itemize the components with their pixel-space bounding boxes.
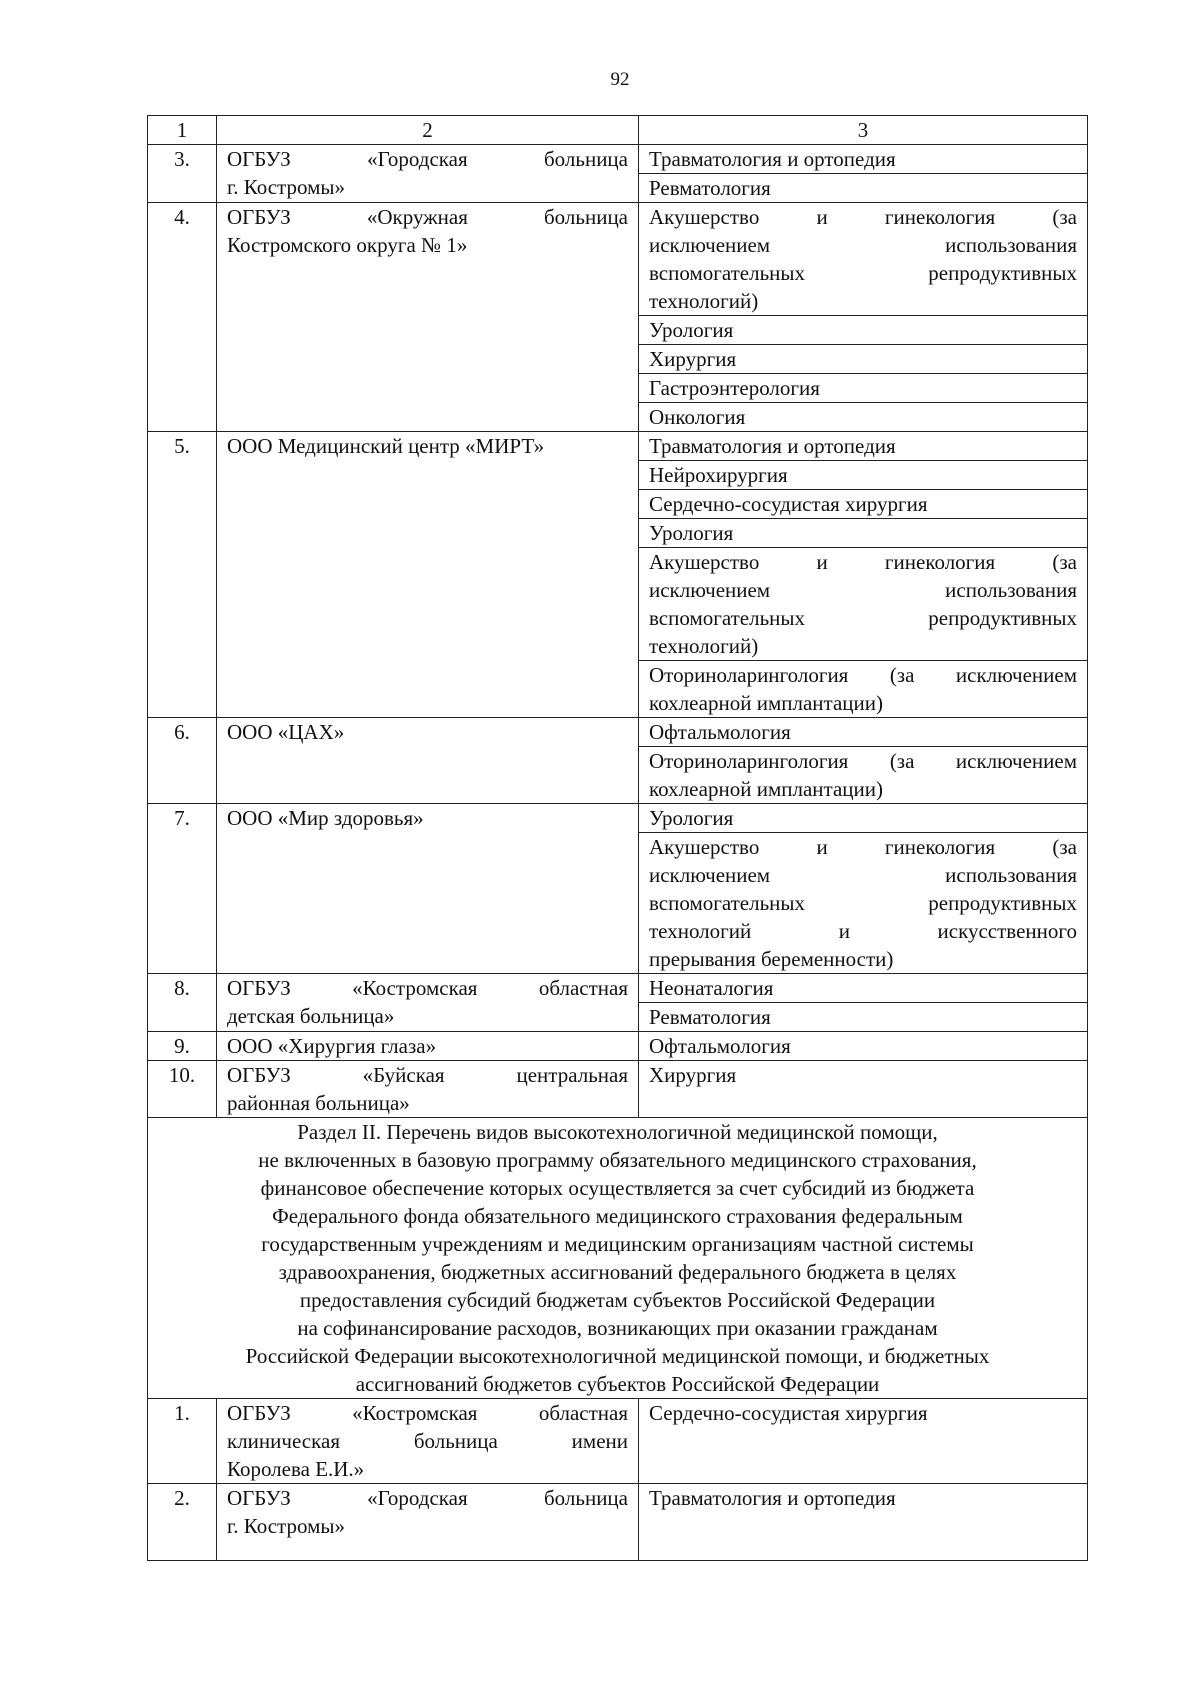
text-line: Офтальмология [649,1034,791,1058]
text-line: ОГБУЗ «Костромская областная [227,976,628,1000]
care-profile [639,316,1088,345]
text-line: Акушерство и гинекология (за [649,205,1077,229]
table-row [148,145,1088,174]
row-number: 10. [148,1061,217,1118]
title-line: Российской Федерации высокотехнологичной медицинской помощи, и бюджетных [245,1344,990,1368]
row-number: 5. [148,432,217,718]
table-row [148,1032,1088,1061]
text-line: ООО «Хирургия глаза» [227,1034,437,1058]
text-line: Травматология и ортопедия [649,434,896,458]
text-line: технологий и искусственного [649,919,1077,943]
care-profile [639,203,1088,316]
title-line: не включенных в базовую программу обязательного медицинского страхования, [258,1148,977,1172]
text-line: Урология [649,806,734,830]
care-profile [639,174,1088,203]
text-line: Нейрохирургия [649,463,788,487]
table-row [148,1061,1088,1118]
text-line: Сердечно-сосудистая хирургия [649,492,928,516]
title-line: Раздел II. Перечень видов высокотехнологичной медицинской помощи, [297,1120,938,1144]
text-line: Травматология и ортопедия [649,1486,896,1510]
text-line: Акушерство и гинекология (за [649,835,1077,859]
row-number: 9. [148,1032,217,1061]
column-header-3: 3 [639,116,1088,145]
section-heading-row [148,1118,1088,1399]
title-line: на софинансирование расходов, возникающих при оказании гражданам [297,1316,938,1340]
care-profile [639,490,1088,519]
text-line: Оториноларингология (за исключением [649,749,1077,773]
care-profile [639,747,1088,804]
care-profile [639,461,1088,490]
text-line: г. Костромы» [227,1514,345,1538]
text-line: Урология [649,521,734,545]
text-line: г. Костромы» [227,175,345,199]
text-line: вспомогательных репродуктивных [649,261,1077,285]
text-line: районная больница» [227,1091,410,1115]
organization-name [217,718,639,804]
title-line: финансовое обеспечение которых осуществляется за счет субсидий из бюджета [260,1176,975,1200]
table-row [148,432,1088,461]
text-line: кохлеарной имплантации) [649,777,883,801]
organization-name [217,432,639,718]
organization-name [217,1484,639,1561]
organization-name [217,804,639,974]
text-line: Гастроэнтерология [649,376,820,400]
text-line: Сердечно-сосудистая хирургия [649,1401,928,1425]
care-profile [639,1032,1088,1061]
care-profile [639,519,1088,548]
column-header-2: 2 [217,116,639,145]
title-line: Федерального фонда обязательного медицинского страхования федеральным [272,1204,963,1228]
text-line: ООО «ЦАХ» [227,720,345,744]
organization-name [217,1061,639,1118]
organization-name [217,974,639,1032]
text-line: ОГБУЗ «Окружная больница [227,205,628,229]
text-line: кохлеарной имплантации) [649,691,883,715]
row-number: 1. [148,1399,217,1484]
table-row [148,804,1088,833]
text-line: Королева Е.И.» [227,1457,365,1481]
title-line: ассигнований бюджетов субъектов Российской Федерации [355,1372,880,1396]
organization-name [217,1399,639,1484]
care-profile [639,1003,1088,1032]
care-profile [639,833,1088,974]
row-number: 6. [148,718,217,804]
organization-name [217,1032,639,1061]
page-number: 92 [610,69,630,90]
care-profile [639,804,1088,833]
title-line: предоставления субсидий бюджетам субъектов Российской Федерации [299,1288,936,1312]
organization-name [217,203,639,432]
row-number: 2. [148,1484,217,1561]
text-line: Неонаталогия [649,976,774,1000]
care-profile [639,374,1088,403]
text-line: Хирургия [649,1063,737,1087]
care-profile [639,974,1088,1003]
text-line: Оториноларингология (за исключением [649,663,1077,687]
text-line: Офтальмология [649,720,791,744]
text-line: Урология [649,318,734,342]
title-line: государственным учреждениям и медицинским организациям частной системы [261,1232,974,1256]
row-number: 7. [148,804,217,974]
column-header-row [148,116,1088,145]
care-profile [639,403,1088,432]
care-profile [639,145,1088,174]
table-row [148,1484,1088,1561]
text-line: ОГБУЗ «Буйская центральная [227,1063,628,1087]
text-line: технологий) [649,289,759,313]
text-line: детская больница» [227,1004,395,1028]
table-row [148,1399,1088,1484]
care-profile [639,718,1088,747]
row-number: 4. [148,203,217,432]
text-line: ОГБУЗ «Городская больница [227,147,628,171]
text-line: Травматология и ортопедия [649,147,896,171]
text-line: вспомогательных репродуктивных [649,606,1077,630]
title-line: здравоохранения, бюджетных ассигнований федерального бюджета в целях [278,1260,957,1284]
text-line: исключением использования [649,578,1077,602]
care-profile [639,1399,1088,1484]
text-line: ООО Медицинский центр «МИРТ» [227,434,545,458]
text-line: ООО «Мир здоровья» [227,806,424,830]
text-line: Ревматология [649,1005,771,1029]
care-profile [639,345,1088,374]
table-row [148,974,1088,1003]
table-row [148,718,1088,747]
row-number: 3. [148,145,217,203]
hightech-care-table [147,115,1088,1561]
text-line: Акушерство и гинекология (за [649,550,1077,574]
table-row [148,203,1088,316]
text-line: Хирургия [649,347,737,371]
text-line: Онкология [649,405,746,429]
text-line: исключением использования [649,863,1077,887]
care-profile [639,432,1088,461]
row-number: 8. [148,974,217,1032]
text-line: Костромского округа № 1» [227,233,468,257]
care-profile [639,1484,1088,1561]
text-line: клиническая больница имени [227,1429,628,1453]
care-profile [639,1061,1088,1118]
organization-name [217,145,639,203]
care-profile [639,548,1088,661]
column-header-1: 1 [148,116,217,145]
text-line: исключением использования [649,233,1077,257]
text-line: прерывания беременности) [649,947,894,971]
text-line: Ревматология [649,176,771,200]
text-line: ОГБУЗ «Городская больница [227,1486,628,1510]
text-line: вспомогательных репродуктивных [649,891,1077,915]
care-profile [639,661,1088,718]
text-line: технологий) [649,634,759,658]
section-2-title [148,1118,1088,1399]
text-line: ОГБУЗ «Костромская областная [227,1401,628,1425]
